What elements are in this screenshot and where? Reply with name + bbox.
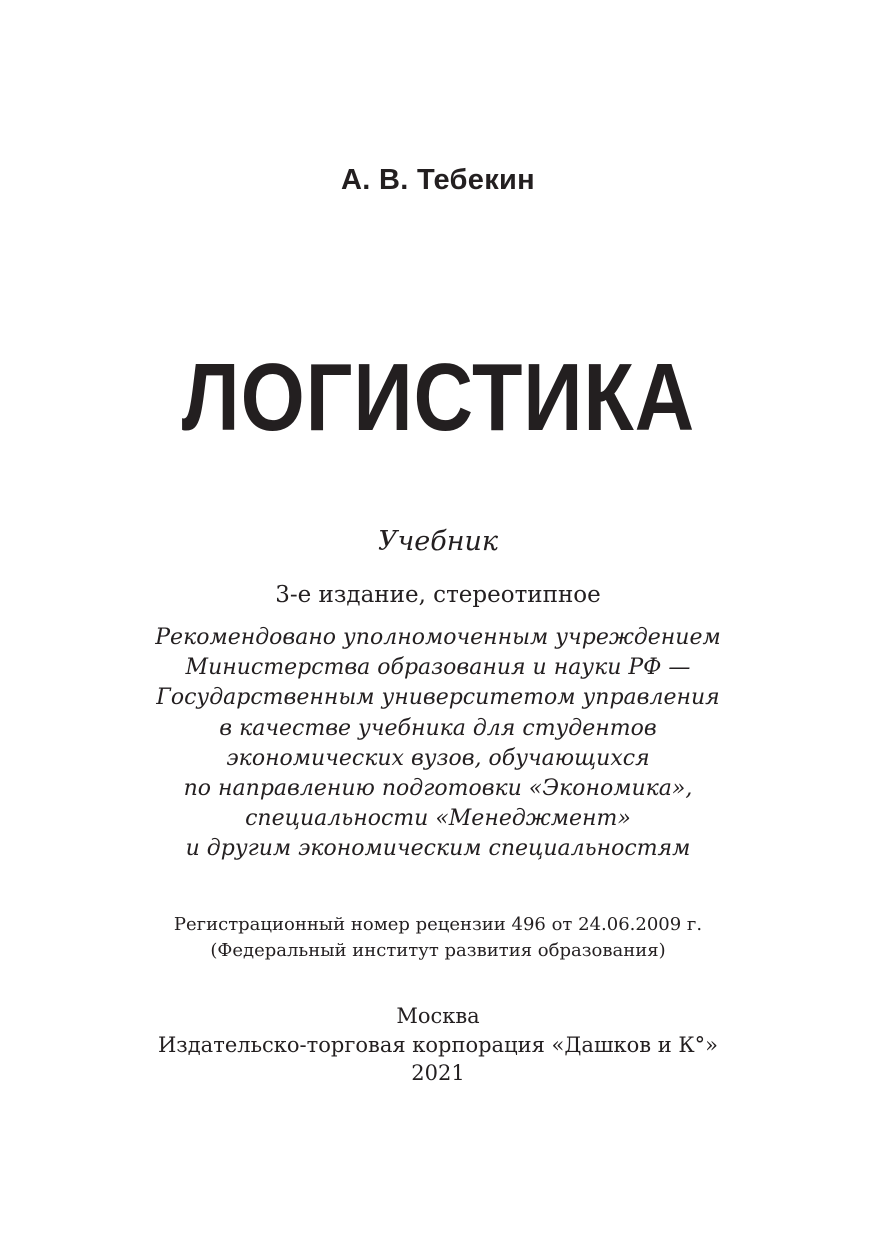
recommendation-line: в качестве учебника для студентов (219, 715, 657, 741)
author-name: А. В. Тебекин (341, 164, 535, 196)
book-title-text: ЛОГИСТИКА (181, 344, 695, 451)
recommendation-block (0, 623, 876, 865)
edition-info: 3-е издание, стереотипное (275, 582, 601, 608)
publisher-city: Москва (396, 1004, 480, 1028)
registration-institute: (Федеральный институт развития образования) (210, 940, 666, 961)
registration-block (0, 912, 876, 964)
registration-number: Регистрационный номер рецензии 496 от 24.06.2009 г. (173, 914, 703, 935)
recommendation-line: Министерства образования и науки РФ — (185, 655, 691, 681)
publication-year: 2021 (411, 1061, 465, 1085)
publisher-block (0, 1002, 876, 1088)
recommendation-line: Государственным университетом управления (156, 685, 720, 711)
publisher-name: Издательско-торговая корпорация «Дашков и К°» (157, 1032, 719, 1057)
recommendation-line: по направлению подготовки «Экономика», (183, 776, 693, 802)
recommendation-line: специальности «Менеджмент» (245, 806, 631, 832)
book-title (0, 343, 876, 453)
recommendation-line: Рекомендовано уполномоченным учреждением (155, 625, 721, 650)
book-genre: Учебник (377, 526, 499, 557)
recommendation-line: и другим экономическим специальностям (185, 836, 691, 862)
recommendation-line: экономических вузов, обучающихся (226, 745, 650, 771)
